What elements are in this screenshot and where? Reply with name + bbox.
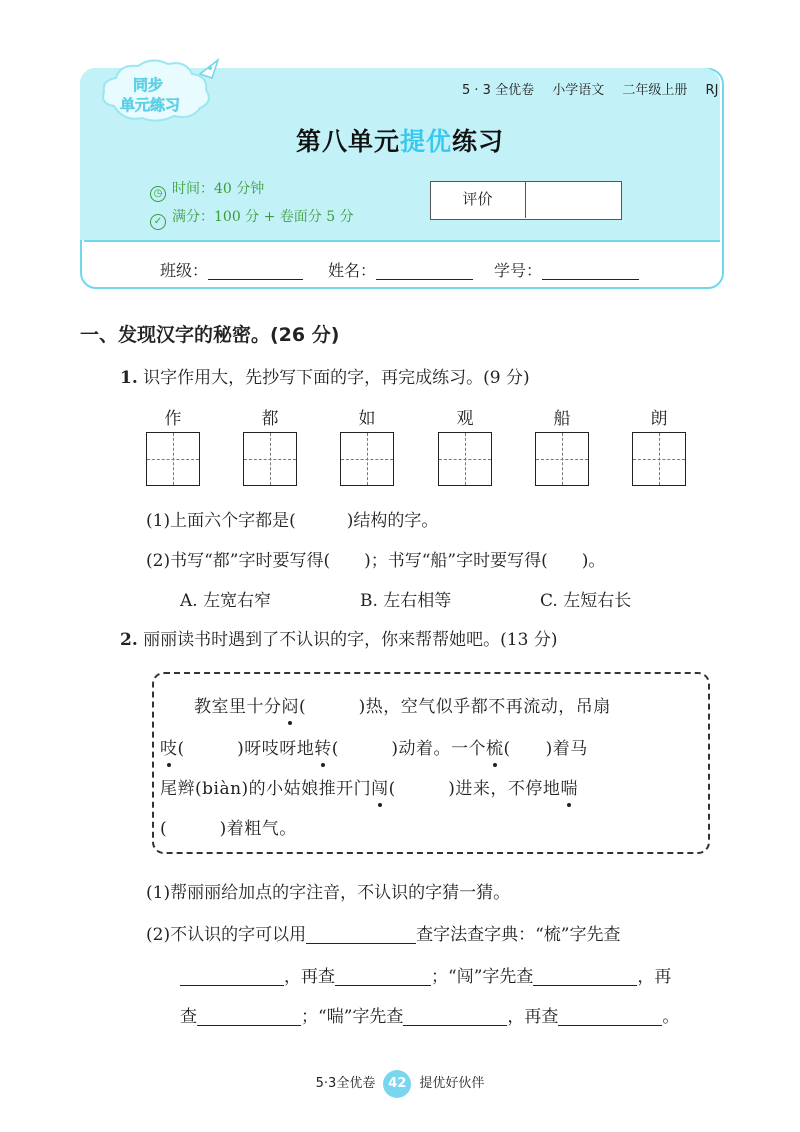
option-a: A. 左宽右窄 bbox=[180, 591, 272, 611]
section-title: 一、发现汉字的秘密。(26 分) bbox=[80, 324, 340, 346]
writing-grid[interactable] bbox=[535, 432, 589, 486]
badge-line1: 同步 bbox=[132, 76, 164, 94]
clock-icon: ◷ bbox=[150, 186, 166, 202]
passage-line: 吱( )呀吱呀地转( )动着。一个梳( )着马 bbox=[160, 739, 588, 759]
badge-line2: 单元练习 bbox=[119, 96, 181, 114]
series-name: 5 · 3 全优卷 bbox=[462, 83, 535, 98]
answer-blank[interactable] bbox=[180, 967, 284, 986]
time-limit: ◷ 时间：40 分钟 bbox=[150, 178, 264, 202]
q1-sub2: (2)书写“都”字时要写得( )；书写“船”字时要写得( )。 bbox=[146, 551, 606, 571]
name-field[interactable]: 姓名： bbox=[328, 258, 473, 281]
rating-label: 评价 bbox=[430, 181, 526, 218]
passage-line: 尾辫(biàn)的小姑娘推开门闯( )进来，不停地喘 bbox=[160, 779, 578, 799]
question-1: 1. 识字作用大，先抄写下面的字，再完成练习。(9 分) bbox=[120, 368, 530, 388]
answer-blank[interactable] bbox=[558, 1007, 662, 1026]
q2-sub2: (2)不认识的字可以用 查字法查字典：“梳”字先查 bbox=[146, 925, 621, 945]
name-blank[interactable] bbox=[376, 263, 473, 280]
passage-line: ( )着粗气。 bbox=[160, 819, 297, 839]
unit-practice-badge bbox=[96, 56, 226, 126]
title-highlight: 提优 bbox=[399, 127, 452, 156]
student-id-field[interactable]: 学号： bbox=[494, 258, 639, 281]
q1-sub1: (1)上面六个字都是( )结构的字。 bbox=[146, 511, 439, 531]
option-c: C. 左短右长 bbox=[540, 591, 632, 611]
footer-series: 5·3全优卷 bbox=[315, 1076, 376, 1091]
class-blank[interactable] bbox=[208, 263, 303, 280]
q2-sub1: (1)帮丽丽给加点的字注音，不认识的字猜一猜。 bbox=[146, 883, 511, 903]
char-label: 都 bbox=[261, 409, 279, 429]
page-number: 42 bbox=[383, 1070, 411, 1098]
passage-line: 教室里十分闷( )热，空气似乎都不再流动，吊扇 bbox=[194, 697, 611, 717]
book-info bbox=[462, 79, 732, 98]
writing-grid[interactable] bbox=[632, 432, 686, 486]
checkmark-icon: ✓ bbox=[150, 214, 166, 230]
answer-blank[interactable] bbox=[403, 1007, 507, 1026]
q2-sub2-cont: ，再查 ；“闯”字先查 ，再 bbox=[180, 962, 671, 987]
rocket-icon bbox=[200, 60, 218, 78]
footer bbox=[0, 1070, 800, 1098]
header-divider bbox=[84, 240, 720, 242]
char-label: 观 bbox=[456, 409, 474, 429]
student-id-blank[interactable] bbox=[542, 263, 639, 280]
writing-grid[interactable] bbox=[146, 432, 200, 486]
subject: 小学语文 bbox=[552, 83, 605, 98]
char-label: 作 bbox=[164, 409, 182, 429]
writing-grid[interactable] bbox=[243, 432, 297, 486]
answer-blank[interactable] bbox=[306, 925, 416, 944]
full-score: ✓ 满分：100 分 + 卷面分 5 分 bbox=[150, 206, 354, 230]
char-label: 朗 bbox=[650, 409, 668, 429]
edition: RJ bbox=[705, 83, 719, 98]
option-b: B. 左右相等 bbox=[360, 591, 452, 611]
title-part1: 第八单元 bbox=[295, 127, 400, 156]
question-2: 2. 丽丽读书时遇到了不认识的字，你来帮帮她吧。(13 分) bbox=[120, 630, 558, 650]
answer-blank[interactable] bbox=[335, 967, 431, 986]
footer-slogan: 提优好伙伴 bbox=[419, 1076, 485, 1091]
grade: 二年级上册 bbox=[622, 83, 688, 98]
class-field[interactable]: 班级： bbox=[160, 258, 303, 281]
writing-grid[interactable] bbox=[340, 432, 394, 486]
writing-grid[interactable] bbox=[438, 432, 492, 486]
answer-blank[interactable] bbox=[197, 1007, 301, 1026]
char-label: 船 bbox=[553, 409, 571, 429]
page-title bbox=[0, 122, 800, 158]
q2-sub2-cont: 查 ；“喘”字先查 ，再查 。 bbox=[180, 1007, 680, 1027]
char-label: 如 bbox=[358, 409, 376, 429]
title-part2: 练习 bbox=[452, 127, 505, 156]
answer-blank[interactable] bbox=[533, 967, 637, 986]
